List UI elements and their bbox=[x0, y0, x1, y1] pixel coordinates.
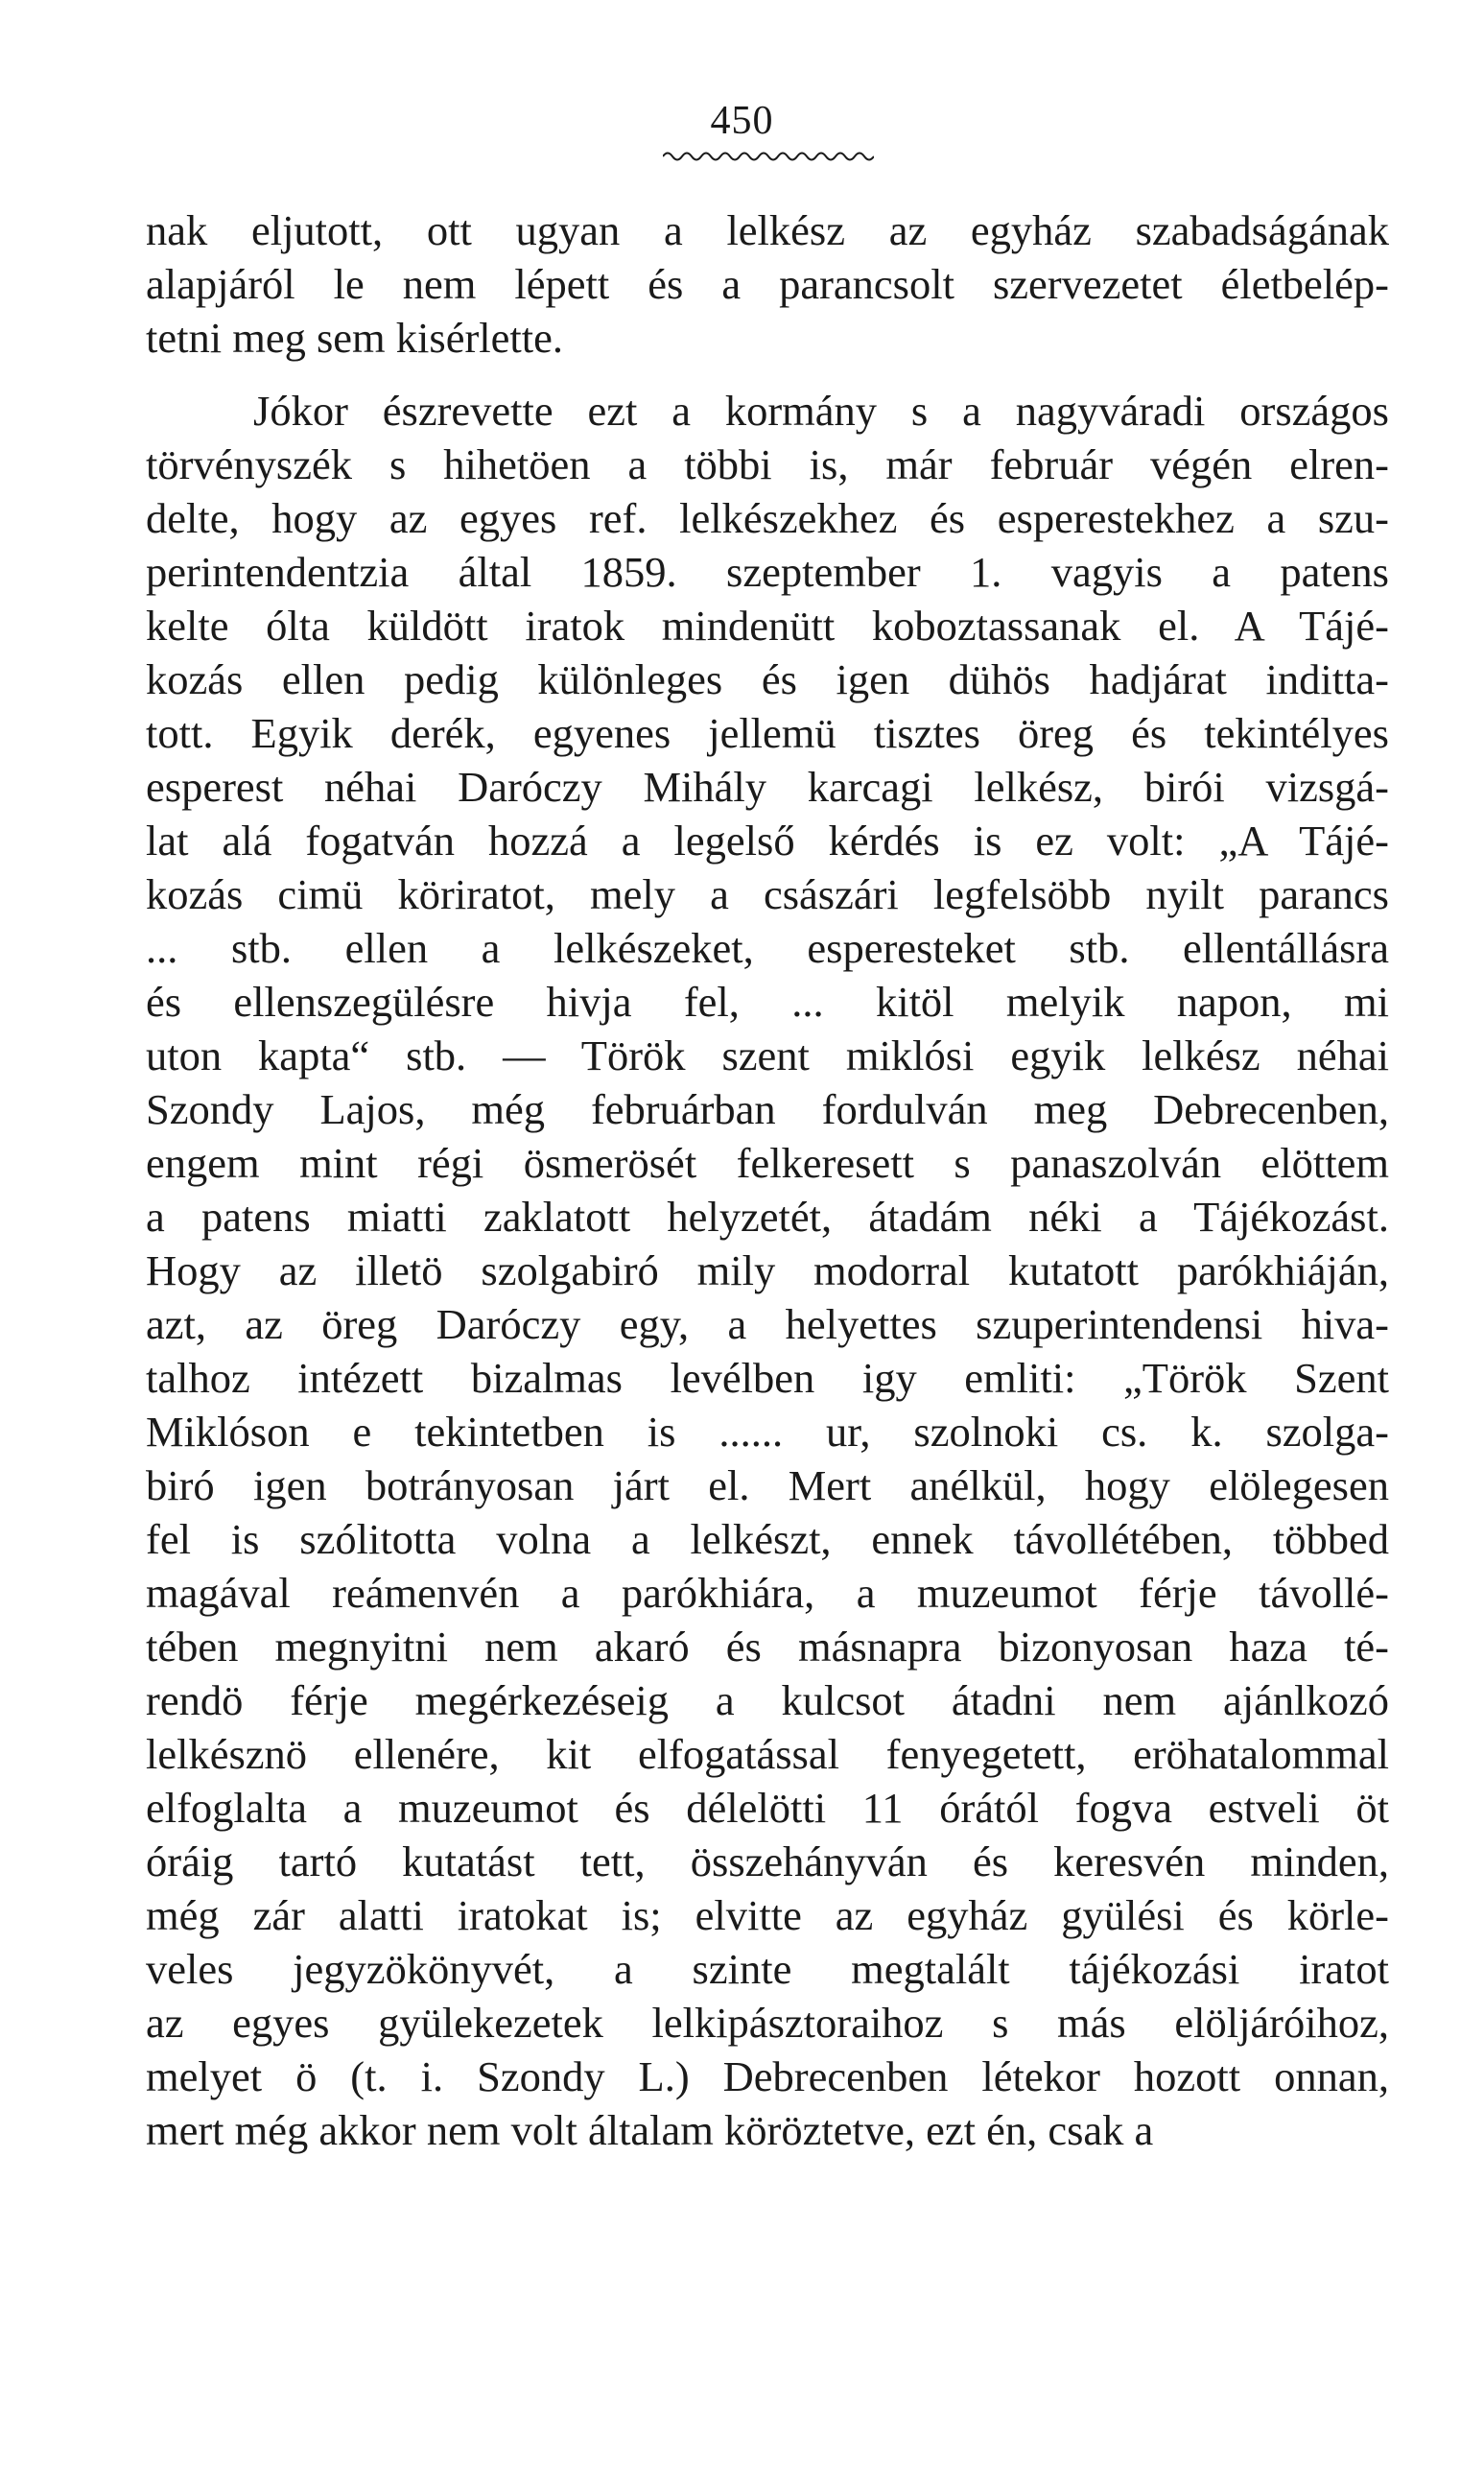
text-line: talhoz intézett bizalmas levélben igy emliti: „Török Szent bbox=[146, 1354, 1389, 1402]
text-line: uton kapta“ stb. — Török szent miklósi egyik lelkész néhai bbox=[146, 1031, 1389, 1079]
text-line: tében megnyitni nem akaró és másnapra bizonyosan haza té- bbox=[146, 1623, 1389, 1671]
text-line: kelte ólta küldött iratok mindenütt koboztassanak el. A Tájé- bbox=[146, 602, 1389, 650]
text-line: fel is szólitotta volna a lelkészt, ennek távollétében, többed bbox=[146, 1515, 1389, 1563]
text-line: azt, az öreg Daróczy egy, a helyettes szuperintendensi hiva- bbox=[146, 1300, 1389, 1348]
text-line: tott. Egyik derék, egyenes jellemü tisztes öreg és tekintélyes bbox=[146, 709, 1389, 757]
text-line: alapjáról le nem lépett és a parancsolt szervezetet életbelép- bbox=[146, 260, 1389, 308]
text-line: perintendentzia által 1859. szeptember 1. vagyis a patens bbox=[146, 548, 1389, 596]
wavy-rule-ornament bbox=[663, 148, 874, 165]
text-line: kozás ellen pedig különleges és igen dühös hadjárat inditta- bbox=[146, 655, 1389, 703]
text-line: Hogy az illetö szolgabiró mily modorral kutatott parókhiáján, bbox=[146, 1246, 1389, 1294]
text-line: Szondy Lajos, még februárban fordulván meg Debrecenben, bbox=[146, 1085, 1389, 1133]
text-line: rendö férje megérkezéseig a kulcsot átadni nem ajánlkozó bbox=[146, 1676, 1389, 1724]
text-line: nak eljutott, ott ugyan a lelkész az egyház szabadságának bbox=[146, 206, 1389, 254]
text-line: tetni meg sem kisérlette. bbox=[146, 314, 563, 362]
page-number: 450 bbox=[710, 99, 774, 143]
text-line: biró igen botrányosan járt el. Mert anélkül, hogy elölegesen bbox=[146, 1461, 1389, 1509]
text-line: engem mint régi ösmerösét felkeresett s panaszolván elöttem bbox=[146, 1139, 1389, 1187]
text-line: melyet ö (t. i. Szondy L.) Debrecenben létekor hozott onnan, bbox=[146, 2052, 1389, 2100]
text-line: még zár alatti iratokat is; elvitte az egyház gyülési és körle- bbox=[146, 1891, 1389, 1939]
text-line: elfoglalta a muzeumot és délelötti 11 órától fogva estveli öt bbox=[146, 1784, 1389, 1832]
text-line: óráig tartó kutatást tett, összehányván és keresvén minden, bbox=[146, 1837, 1389, 1885]
text-line: lat alá fogatván hozzá a legelső kérdés is ez volt: „A Tájé- bbox=[146, 817, 1389, 865]
text-line: Miklóson e tekintetben is ...... ur, szolnoki cs. k. szolga- bbox=[146, 1408, 1389, 1456]
text-line: lelkésznö ellenére, kit elfogatással fenyegetett, eröhatalommal bbox=[146, 1730, 1389, 1778]
text-line: delte, hogy az egyes ref. lelkészekhez és esperestekhez a szu- bbox=[146, 494, 1389, 542]
text-line: az egyes gyülekezetek lelkipásztoraihoz s más elöljáróihoz, bbox=[146, 1999, 1389, 2047]
text-line: esperest néhai Daróczy Mihály karcagi lelkész, birói vizsgá- bbox=[146, 763, 1389, 811]
text-line: mert még akkor nem volt általam köröztetve, ezt én, csak a bbox=[146, 2106, 1154, 2154]
body-text bbox=[146, 203, 1389, 2157]
text-line: és ellenszegülésre hivja fel, ... kitöl melyik napon, mi bbox=[146, 978, 1389, 1026]
paragraph-gap bbox=[146, 365, 1389, 384]
text-line: törvényszék s hihetöen a többi is, már február végén elren- bbox=[146, 440, 1389, 488]
text-line: a patens miatti zaklatott helyzetét, átadám néki a Tájékozást. bbox=[146, 1193, 1389, 1241]
text-line: magával reámenvén a parókhiára, a muzeumot férje távollé- bbox=[146, 1569, 1389, 1617]
text-line: ... stb. ellen a lelkészeket, esperesteket stb. ellentállásra bbox=[146, 924, 1389, 972]
text-line: Jókor észrevette ezt a kormány s a nagyváradi országos bbox=[253, 387, 1389, 435]
text-line: veles jegyzökönyvét, a szinte megtalált tájékozási iratot bbox=[146, 1945, 1389, 1993]
text-line: kozás cimü köriratot, mely a császári legfelsöbb nyilt parancs bbox=[146, 870, 1389, 918]
